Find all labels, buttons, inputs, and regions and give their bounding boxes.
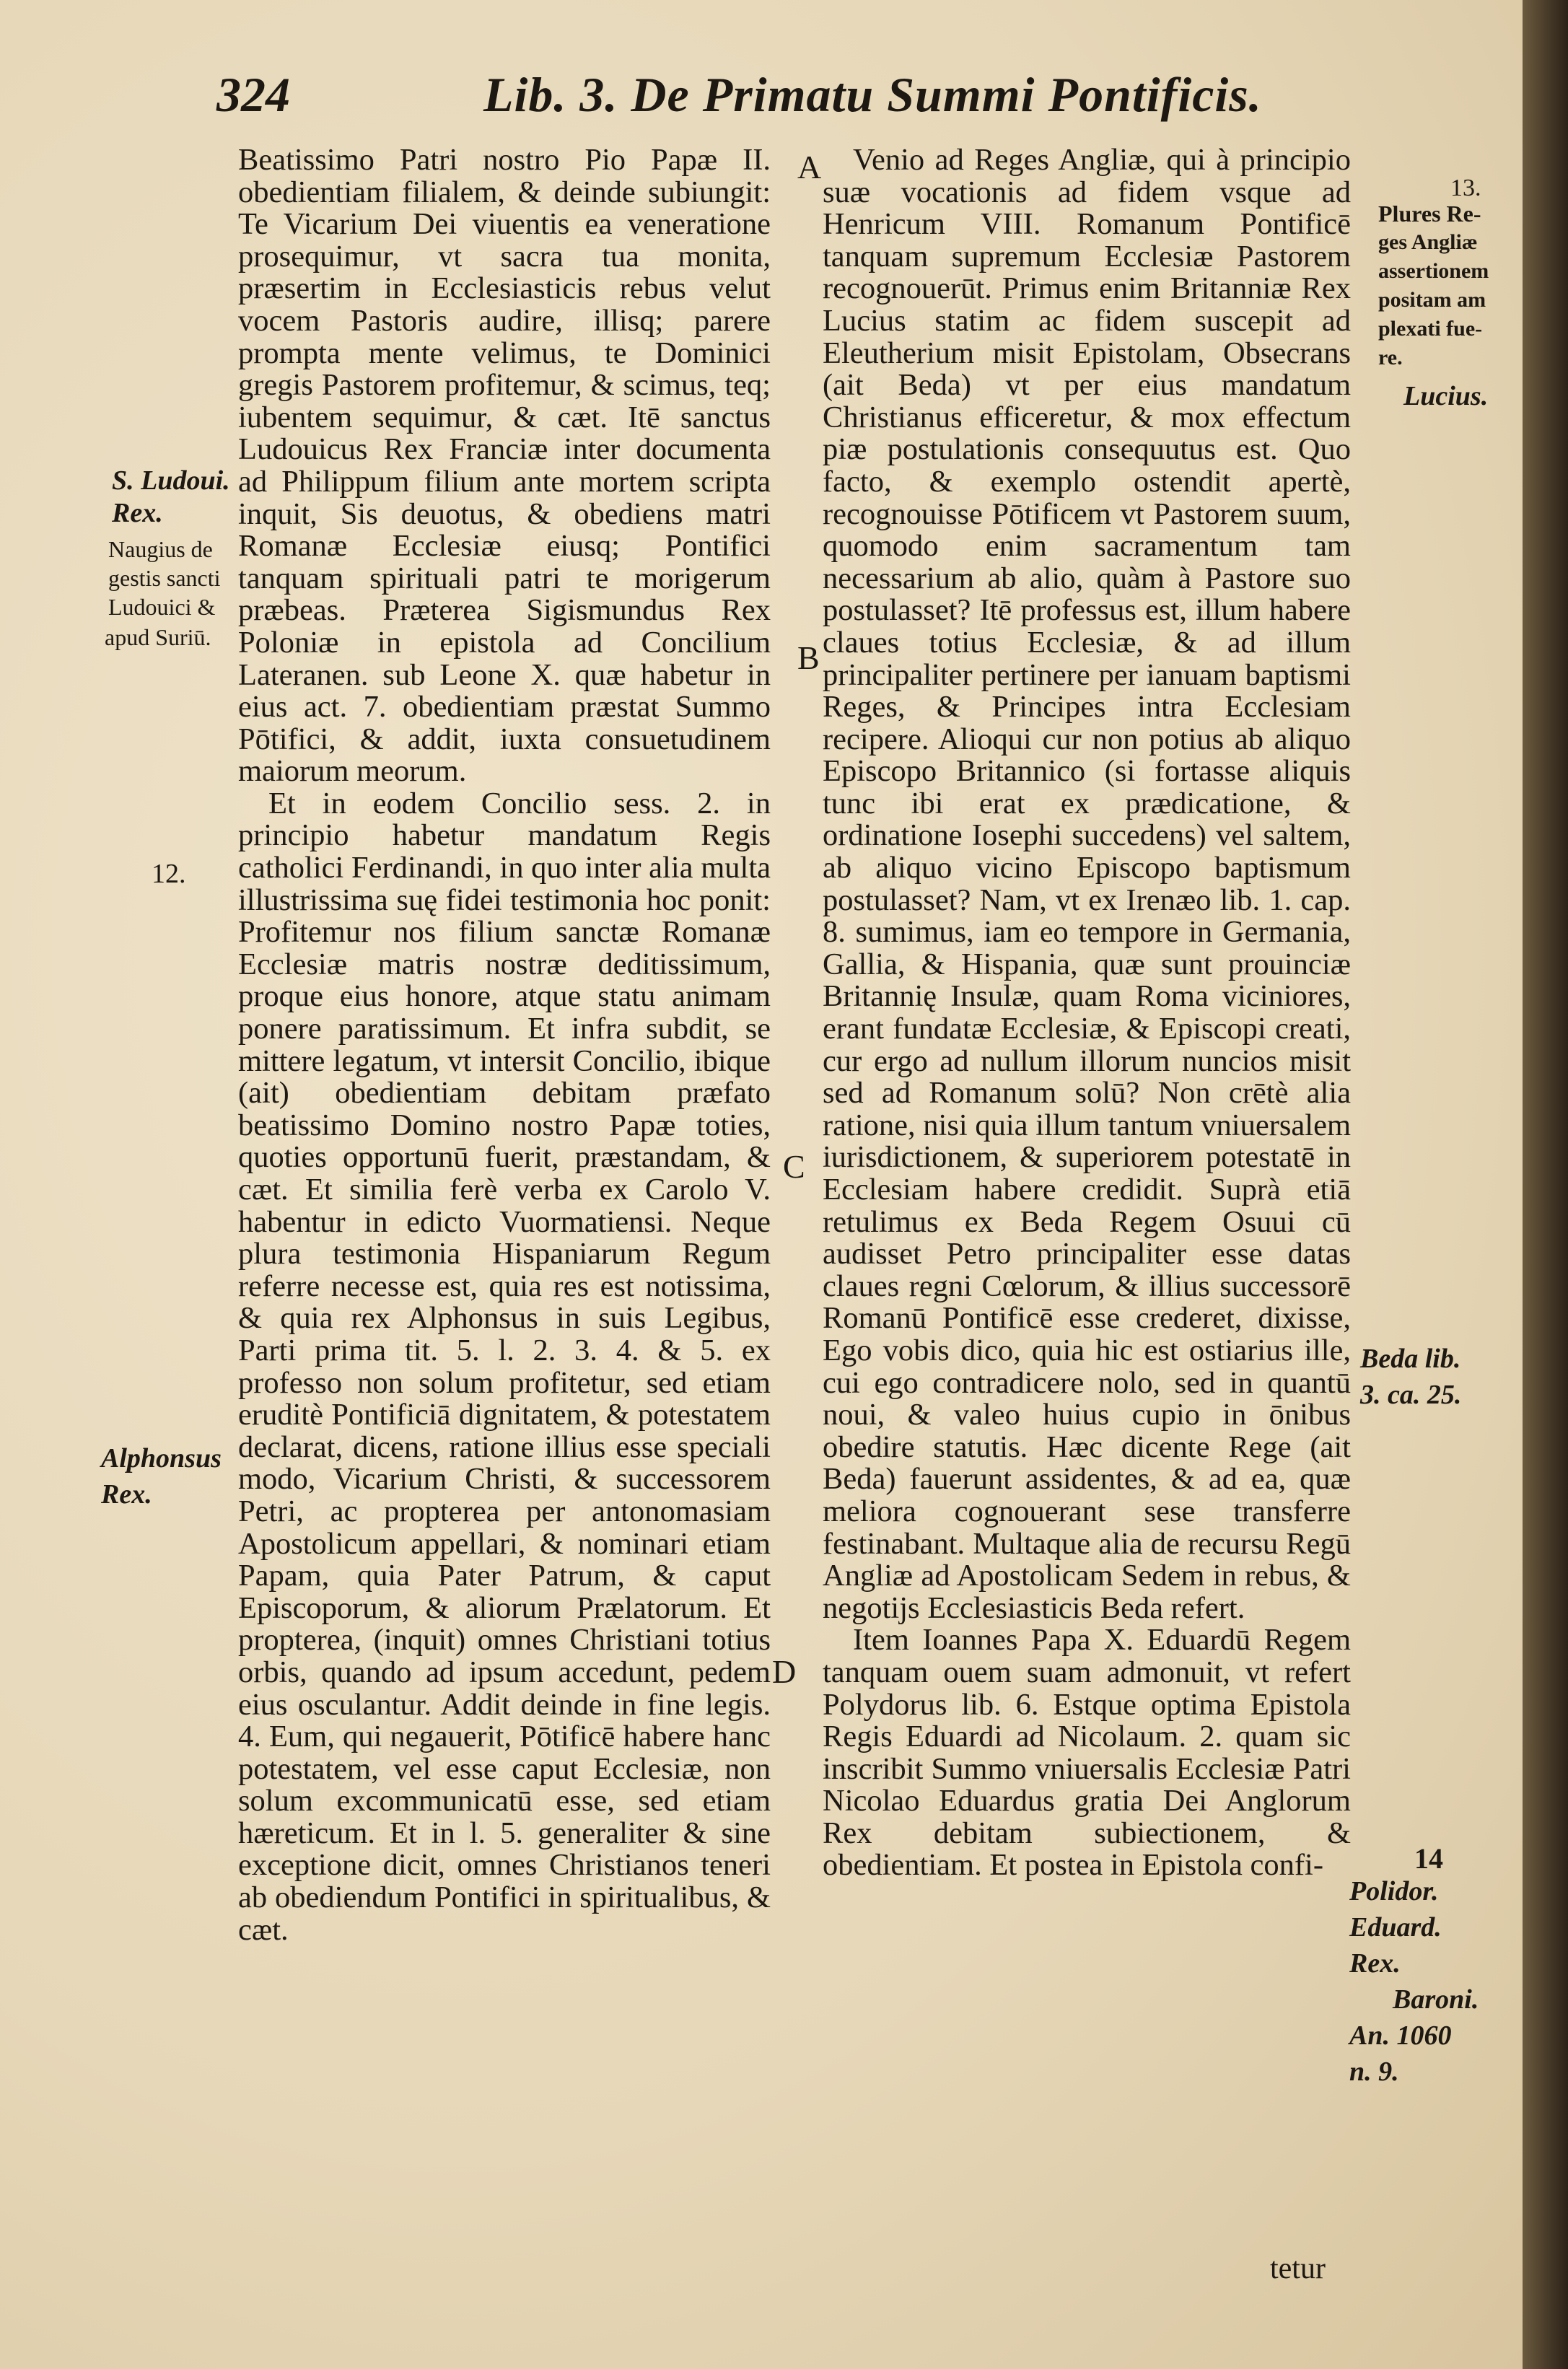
section-letter-b: B	[797, 639, 820, 676]
right-paragraph-1: Venio ad Reges Angliæ, qui à principio suæ vocationis ad fidem vsque ad Henricum VIII. Romanum Pontificē tanquam supremum Ecclesiæ Pastorem recognouerūt. Primus enim Britanniæ Rex Lucius statim ac fidem suscepit ad Eleutherium misit Epistolam, Obsecrans (ait Beda) vt per eius mandatum Christianus efficeretur, & mox effectum piæ postulationis consequutus est. Quo facto, & exemplo ostendit apertè, recognouisse Pōtificem vt Pastorem suum, quomodo enim sacramentum tam necessarium ab alio, quàm à Pastore suo postulasset? Itē professus est, illum habere claues totius Ecclesiæ, & ad illum principaliter pertinere per ianuam baptismi Reges, & Principes intra Ecclesiam recipere. Alioqui cur non potius ab aliquo Episcopo Britannico (si fortasse aliquis tunc ibi erat ex prædicatione, & ordinatione Iosephi succedens) vel saltem, ab aliquo vicino Episcopo baptismum postulasset? Nam, vt ex Irenæo lib. 1. cap. 8. sumimus, iam eo tempore in Germania, Gallia, & Hispania, quæ sunt prouinciæ Britannię Insulæ, quam Roma viciniores, erant fundatæ Ecclesiæ, & Episcopi creati, cur ergo ad nullum illorum nuncios misit sed ad Romanum solū? Non crētè alia ratione, nisi quia illum tantum vniuersalem iurisdictionem, & superiorem potestatē in Ecclesiam habere credidit. Suprà etiā retulimus ex Beda Regem Osuui cū audisset Petro principaliter esse datas claues regni Cœlorum, & illius successorē Romanū Pontificē esse crederet, dixisse, Ego vobis dico, quia hic est ostiarius ille, cui ego contradicere nolo, sed in quantū noui, & valeo huius cupio in ōnibus obedire statutis. Hæc dicente Rege (ait Beda) fauerunt assidentes, & ad ea, quæ meliora cognouerant sese transferre festinabant. Multaque alia de recursu Regū Angliæ ad Apostolicam Sedem in rebus, & negotijs Ecclesiasticis Beda refert.	[823, 143, 1351, 1625]
section-letter-d: D	[772, 1653, 797, 1690]
margin-note-plures: Plures Re-	[1378, 201, 1481, 227]
right-column	[823, 144, 1351, 1882]
margin-note-gestis: gestis sancti	[108, 565, 221, 591]
margin-note-alphonsus: Alphonsus	[101, 1443, 222, 1473]
left-paragraph-1: Beatissimo Patri nostro Pio Papæ II. obedientiam filialem, & deinde subiungit: Te Vicarium Dei viuentis ea veneratione prosequimur, vt sacra tua monita, præsertim in Ecclesiasticis rebus velut vocem Pastoris audire, illisq; parere prompta mente velimus, te Dominici gregis Pastorem profitemur, & scimus, teq; iubentem sequimur, & cæt. Itē sanctus Ludouicus Rex Franciæ inter documenta ad Philippum filium ante mortem scripta inquit, Sis deuotus, & obediens matri Romanæ Ecclesiæ eiusq; Pontifici tanquam spirituali patri te morigerum præbeas. Præterea Sigismundus Rex Poloniæ in epistola ad Concilium Lateranen. sub Leone X. quæ habetur in eius act. 7. obedientiam præstat Summo Pōtifici, & addit, iuxta consuetudinem maiorum meorum.	[238, 143, 771, 789]
catchword: tetur	[1270, 2252, 1326, 2285]
margin-note-14: 14	[1414, 1842, 1443, 1875]
margin-note-alphonsus-rex: Rex.	[101, 1479, 152, 1510]
margin-note-baronius: Baroni.	[1393, 1984, 1479, 2015]
margin-note-assertionem: assertionem	[1378, 259, 1489, 283]
margin-note-polidor: Polidor.	[1349, 1876, 1439, 1906]
margin-note-ludouicus: S. Ludoui.	[112, 465, 230, 496]
running-title: Lib. 3. De Primatu Summi Pontificis.	[483, 67, 1262, 122]
margin-note-beda: Beda lib.	[1360, 1344, 1461, 1374]
right-paragraph-2: Item Ioannes Papa X. Eduardū Regem tanquam ouem suam admonuit, vt refert Polydorus lib. 6. Estque optima Epistola Regis Eduardi ad Nicolaum. 2. quam sic inscribit Summo vniuersalis Ecclesiæ Patri Nicolao Eduardus gratia Dei Anglorum Rex debitam subiectionem, & obedientiam. Et postea in Epistola confi-	[823, 1623, 1351, 1883]
margin-note-rex: Rex.	[112, 498, 163, 528]
section-letter-a: A	[797, 149, 822, 185]
page-edge-shadow	[1523, 0, 1568, 2369]
section-letter-c: C	[783, 1148, 805, 1185]
margin-note-re: re.	[1378, 346, 1403, 369]
margin-note-eduard-rex: Rex.	[1349, 1948, 1401, 1979]
margin-note-13: 13.	[1450, 175, 1481, 201]
left-paragraph-2: Et in eodem Concilio sess. 2. in principio habetur mandatum Regis catholici Ferdinandi, in quo inter alia multa illustrissima suę fidei testimonia hoc ponit: Profitemur nos filium sanctæ Romanæ Ecclesiæ matris nostræ deditissimum, proque eius honore, atque statu animam ponere paratissimum. Et infra subdit, se mittere legatum, vt intersit Concilio, ibique (ait) obedientiam debitam præfato beatissimo Domino nostro Papæ toties, quoties opportunū fuerit, præstandam, & cæt. Et similia ferè verba ex Carolo V. habentur in edicto Vuormatiensi. Neque plura testimonia Hispaniarum Regum referre necesse est, quia res est notissima, & quia rex Alphonsus in suis Legibus, Parti prima tit. 5. l. 2. 3. 4. & 5. ex professo non solum profitetur, sed etiam eruditè Pontificiā dignitatem, & potestatem declarat, dicens, ratione illius esse speciali modo, Vicarium Christi, & successorem Petri, ac propterea per antonomasiam Apostolicum appellari, & nominari etiam Papam, quia Pater Patrum, & caput Episcoporum, & aliorum Prælatorum. Et propterea, (inquit) omnes Christiani totius orbis, quando ad ipsum accedunt, pedem eius osculantur. Addit deinde in fine legis. 4. Eum, qui negauerit, Pōtificē habere hanc potestatem, vel esse caput Ecclesiæ, non solum excommunicatū esse, sed etiam hæreticum. Et in l. 5. generaliter & sine exceptione dicit, omnes Christianos teneri ab obediendum Pontifici in spiritualibus, & cæt.	[238, 786, 771, 1947]
margin-note-ludouici: Ludouici &	[108, 594, 216, 620]
margin-note-beda-ref: 3. ca. 25.	[1360, 1380, 1462, 1410]
margin-note-surius: apud Suriū.	[105, 624, 211, 650]
margin-note-ges-angliae: ges Angliæ	[1378, 230, 1478, 254]
margin-note-numerus: n. 9.	[1349, 2057, 1399, 2087]
margin-note-lucius: Lucius.	[1403, 381, 1489, 411]
margin-note-plexati: plexati fue-	[1378, 317, 1483, 341]
page-number: 324	[216, 67, 290, 122]
margin-note-naugius: Naugius de	[108, 536, 213, 562]
margin-note-12: 12.	[152, 859, 186, 889]
margin-note-annus: An. 1060	[1349, 2020, 1452, 2051]
margin-note-positam: positam am	[1378, 288, 1486, 312]
running-header	[216, 66, 1299, 131]
margin-note-eduard: Eduard.	[1349, 1912, 1442, 1943]
left-column	[238, 144, 771, 1946]
